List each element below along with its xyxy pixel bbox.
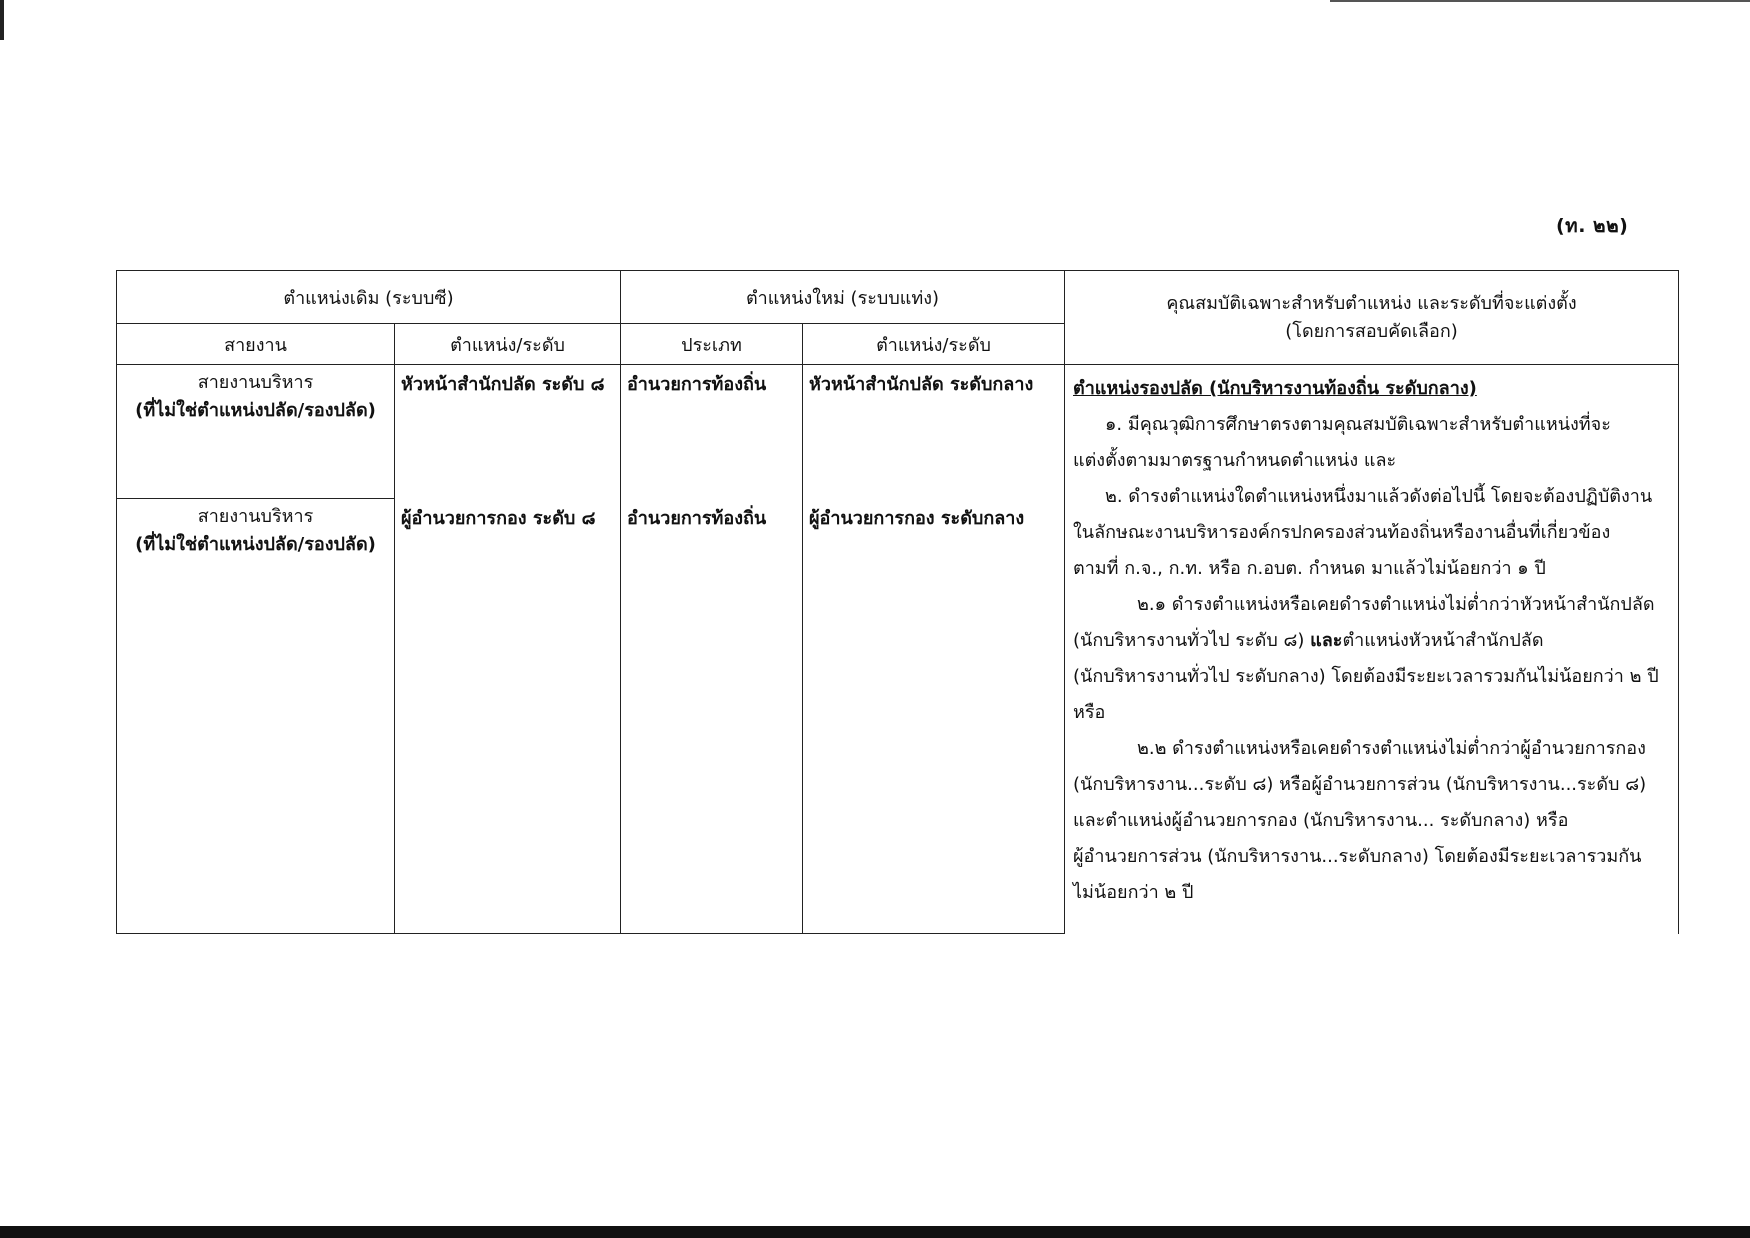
position-qualification-table	[116, 270, 1679, 934]
cell-old-position: ผู้อำนวยการกอง ระดับ ๘	[395, 499, 621, 934]
qualification-item-2-1-line-3: (นักบริหารงานทั่วไป ระดับกลาง) โดยต้องมีระยะเวลารวมกันไม่น้อยกว่า ๒ ปี	[1073, 666, 1659, 687]
scan-top-line	[1330, 0, 1750, 2]
item-2-1-conjunction: และ	[1310, 630, 1343, 651]
qualification-heading: ตำแหน่งรองปลัด (นักบริหารงานท้องถิ่น ระดับกลาง)	[1073, 378, 1477, 399]
scan-bottom-edge	[0, 1226, 1750, 1238]
qualification-item-1-line-2: แต่งตั้งตามมาตรฐานกำหนดตำแหน่ง และ	[1073, 450, 1397, 471]
qualification-item-2-line-3: ตามที่ ก.จ., ก.ท. หรือ ก.อบต. กำหนด มาแล้วไม่น้อยกว่า ๑ ปี	[1073, 558, 1546, 579]
header-qualification-line1: คุณสมบัติเฉพาะสำหรับตำแหน่ง และระดับที่จะแต่งตั้ง	[1166, 292, 1577, 314]
cell-qualification	[1065, 365, 1679, 934]
scan-edge-mark	[0, 0, 4, 40]
line-of-work-note: (ที่ไม่ใช่ตำแหน่งปลัด/รองปลัด)	[135, 400, 376, 421]
cell-type: อำนวยการท้องถิ่น	[621, 365, 803, 499]
page-number: (ท. ๒๒)	[1556, 215, 1629, 237]
qualification-item-1-line-1: ๑. มีคุณวุฒิการศึกษาตรงตามคุณสมบัติเฉพาะสำหรับตำแหน่งที่จะ	[1105, 414, 1611, 435]
cell-line-of-work	[117, 365, 395, 499]
header-qualification-line2: (โดยการสอบคัดเลือก)	[1285, 320, 1458, 342]
header-new-position-level: ตำแหน่ง/ระดับ	[803, 324, 1065, 365]
header-new-position: ตำแหน่งใหม่ (ระบบแท่ง)	[621, 271, 1065, 324]
header-old-position: ตำแหน่งเดิม (ระบบซี)	[117, 271, 621, 324]
line-of-work-note: (ที่ไม่ใช่ตำแหน่งปลัด/รองปลัด)	[135, 534, 376, 555]
cell-old-position: หัวหน้าสำนักปลัด ระดับ ๘	[395, 365, 621, 499]
line-of-work-name: สายงานบริหาร	[197, 506, 314, 527]
qualification-item-2-2-line-1: ๒.๒ ดำรงตำแหน่งหรือเคยดำรงตำแหน่งไม่ต่ำกว่าผู้อำนวยการกอง	[1137, 738, 1646, 759]
qualification-item-2-2-line-5: ไม่น้อยกว่า ๒ ปี	[1073, 882, 1194, 903]
header-qualification	[1065, 271, 1679, 365]
cell-new-position: หัวหน้าสำนักปลัด ระดับกลาง	[803, 365, 1065, 499]
qualification-item-2-2-line-4: ผู้อำนวยการส่วน (นักบริหารงาน...ระดับกลาง) โดยต้องมีระยะเวลารวมกัน	[1073, 846, 1642, 867]
qualification-item-2-2-line-3: และตำแหน่งผู้อำนวยการกอง (นักบริหารงาน... ระดับกลาง) หรือ	[1073, 810, 1569, 831]
qualification-item-2-line-2: ในลักษณะงานบริหารองค์กรปกครองส่วนท้องถิ่นหรืองานอื่นที่เกี่ยวข้อง	[1073, 522, 1611, 543]
qualification-item-2-1-line-4: หรือ	[1073, 702, 1106, 723]
line-of-work-name: สายงานบริหาร	[197, 372, 314, 393]
cell-type: อำนวยการท้องถิ่น	[621, 499, 803, 934]
qualification-item-2-2-line-2: (นักบริหารงาน...ระดับ ๘) หรือผู้อำนวยการส่วน (นักบริหารงาน...ระดับ ๘)	[1073, 774, 1647, 795]
header-line-of-work: สายงาน	[117, 324, 395, 365]
cell-new-position: ผู้อำนวยการกอง ระดับกลาง	[803, 499, 1065, 934]
cell-line-of-work	[117, 499, 395, 934]
item-2-1-text-c: ตำแหน่งหัวหน้าสำนักปลัด	[1342, 630, 1544, 651]
header-old-position-level: ตำแหน่ง/ระดับ	[395, 324, 621, 365]
header-type: ประเภท	[621, 324, 803, 365]
item-2-1-text-a: (นักบริหารงานทั่วไป ระดับ ๘)	[1073, 630, 1311, 651]
qualification-item-2-1-line-1: ๒.๑ ดำรงตำแหน่งหรือเคยดำรงตำแหน่งไม่ต่ำกว่าหัวหน้าสำนักปลัด	[1137, 594, 1655, 615]
qualification-item-2-line-1: ๒. ดำรงตำแหน่งใดตำแหน่งหนึ่งมาแล้วดังต่อไปนี้ โดยจะต้องปฏิบัติงาน	[1105, 486, 1653, 507]
qualification-item-2-1-line-2	[1073, 623, 1668, 659]
table-row	[117, 365, 1679, 499]
